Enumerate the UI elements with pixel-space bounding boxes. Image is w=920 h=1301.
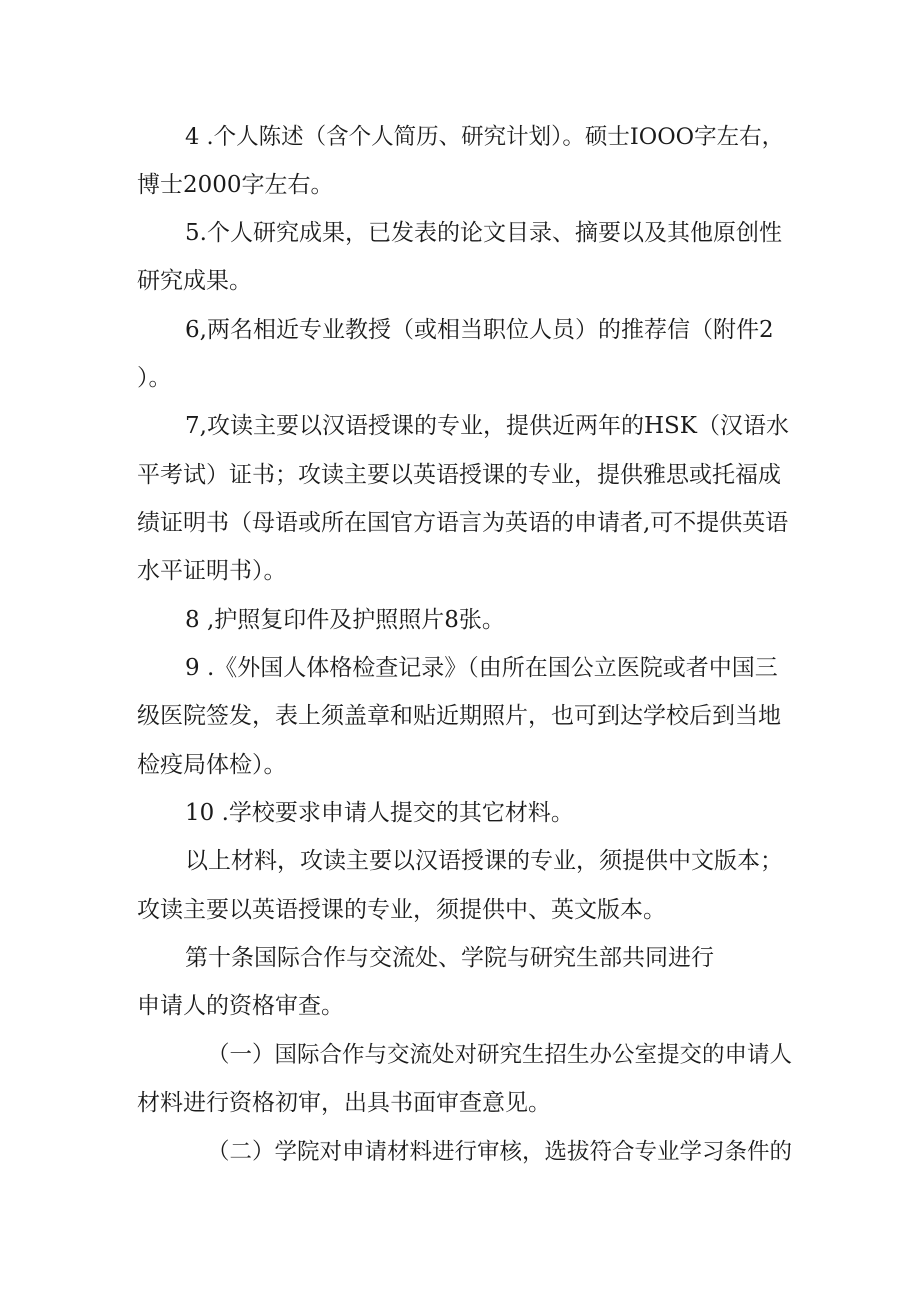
text-line-3-content: 5.个人研究成果，已发表的论文目录、摘要以及其他原创性 <box>185 220 782 246</box>
text-line-13: 级医院签发，表上须盖章和贴近期照片，也可到达学校后到当地 <box>137 703 781 729</box>
text-line-6: ）。 <box>137 365 172 391</box>
text-line-20: （一）国际合作与交流处对研究生招生办公室提交的申请人 <box>207 1042 793 1068</box>
text-line-1 <box>185 122 788 152</box>
text-line-4: 研究成果。 <box>137 268 252 294</box>
text-line-3 <box>185 218 788 248</box>
text-line-9: 绩证明书（母语或所在国官方语言为英语的申请者,可不提供英语 <box>137 510 789 536</box>
text-line-11: 8 ,护照复印件及护照照片8张。 <box>185 607 505 633</box>
text-line-5: 6,两名相近专业教授（或相当职位人员）的推荐信（附件2 <box>185 317 774 343</box>
text-line-22: （二）学院对申请材料进行审核，选拔符合专业学习条件的 <box>207 1139 793 1165</box>
text-line-8: 平考试）证书；攻读主要以英语授课的专业，提供雅思或托福成 <box>137 462 781 488</box>
text-line-7: 7,攻读主要以汉语授课的专业，提供近两年的HSK（汉语水 <box>185 413 789 439</box>
text-line-18: 第十条国际合作与交流处、学院与研究生部共同进行 <box>185 945 714 971</box>
text-line-19: 申请人的资格审查。 <box>137 993 344 1019</box>
text-line-2: 博士2000字左右。 <box>137 172 334 198</box>
text-line-17: 攻读主要以英语授课的专业，须提供中、英文版本。 <box>137 897 666 923</box>
text-line-14: 检疫局体检）。 <box>137 752 287 778</box>
text-line-15: 10 .学校要求申请人提交的其它材料。 <box>185 800 574 826</box>
text-line-12: 9 .《外国人体格检查记录》（由所在国公立医院或者中国三 <box>185 655 778 681</box>
text-line-10: 水平证明书）。 <box>137 558 287 584</box>
text-line-21: 材料进行资格初审，出具书面审查意见。 <box>137 1090 551 1116</box>
text-line-16: 以上材料，攻读主要以汉语授课的专业，须提供中文版本； <box>185 848 783 874</box>
text-line-1-content: 4 .个人陈述（含个人简历、研究计划）。硕士IOOO字左右， <box>185 124 785 150</box>
